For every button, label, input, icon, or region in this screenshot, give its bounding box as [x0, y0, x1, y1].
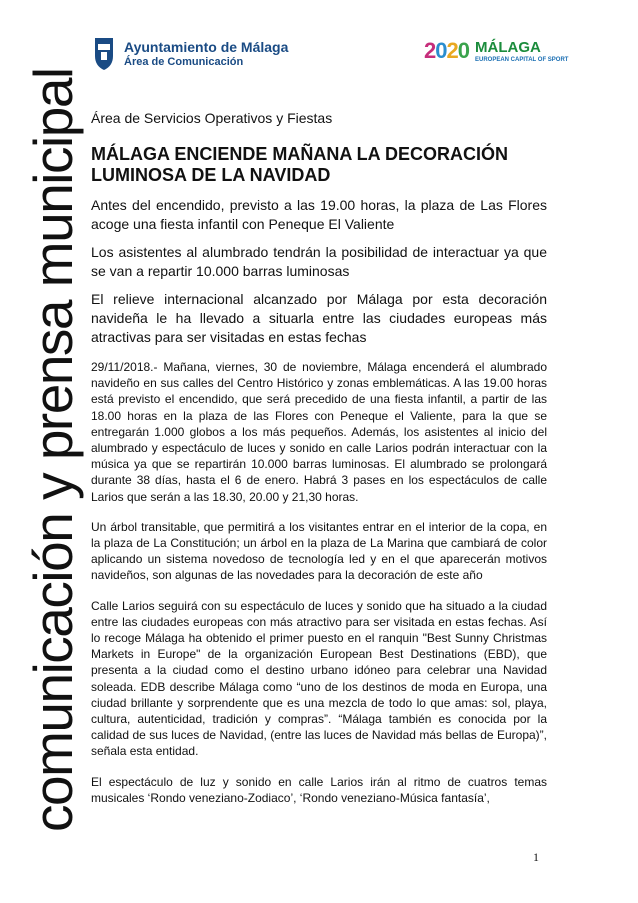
org-area: Área de Comunicación [124, 55, 244, 68]
subheadline: Los asistentes al alumbrado tendrán la posibilidad de interactuar ya que se van a repartir 10.000 barras luminosas [91, 244, 547, 279]
org-name: Ayuntamiento de Málaga [124, 39, 289, 56]
department-area: Área de Servicios Operativos y Fiestas [91, 110, 333, 126]
side-banner-text: comunicación y prensa municipal [22, 68, 84, 832]
page-number: 1 [533, 850, 539, 864]
subheadline: El relieve internacional alcanzado por Málaga por esta decoración navideña le ha llevado a situarla entre las ciudades europeas más atractivas para ser visitadas en estas fechas [91, 291, 547, 345]
press-release [91, 110, 547, 820]
body-paragraph: Calle Larios seguirá con su espectáculo de luces y sonido que ha situado a la ciudad entre las ciudades europeas con más atractivo para ser visitada en estas fechas. Así lo recoge Málaga ha obtenido el primer puesto en el ranquin "Best Sunny Christmas Markets in Europe" de la organización European Best Destinations (EBD), que presenta a la ciudad como el destino urbano idóneo para celebrar una Navidad soleada. EDB describe Málaga como “uno de los destinos de moda en Europa, una ciudad brillante y sorprendente que es una mezcla de todo lo que amas: sol, playa, cultura, autenticidad, tradición y compras”. “Málaga también es conocida por la calidad de sus luces de Navidad, (entre las luces de Navidad más bellas de Europa)”, señala esta entidad. [91, 598, 547, 759]
subheadline: Antes del encendido, previsto a las 19.00 horas, la plaza de Las Flores acoge una fiesta infantil con Peneque El Valiente [91, 197, 547, 232]
malaga-shield-icon [92, 36, 116, 72]
headline: MÁLAGA ENCIENDE MAÑANA LA DECORACIÓN LUMINOSA DE LA NAVIDAD [91, 144, 508, 185]
event-subtitle: EUROPEAN CAPITAL OF SPORT [475, 56, 569, 63]
body-paragraph: 29/11/2018.- Mañana, viernes, 30 de noviembre, Málaga encenderá el alumbrado navideño en sus calles del Centro Histórico y zonas emblemáticas. A las 19.00 horas está previsto el encendido, que será precedido de una fiesta infantil, a partir de las 18.00 horas en la plaza de las Flores con Peneque el Valiente, para la que se entregarán 1.000 globos a los más pequeños. Además, los asistentes al inicio del alumbrado y espectáculo de luces y sonido en calle Larios podrán interactuar con la música ya que se repartirán 10.000 barras luminosas. El alumbrado se prolongará durante 38 días, hasta el 6 de enero. Habrá 3 pases en los espectáculos de calle Larios que serán a las 18.30, 20.00 y 21,30 horas. [91, 360, 547, 504]
ayuntamiento-logo [92, 36, 288, 72]
european-capital-sport-logo [424, 38, 568, 64]
event-year: 2020 [424, 38, 469, 63]
event-city: MÁLAGA [475, 38, 541, 56]
body-paragraph: Un árbol transitable, que permitirá a los visitantes entrar en el interior de la copa, en la plaza de La Constitución; un árbol en la plaza de La Marina que cambiará de color aplicando un sistema novedoso de tecnología led y en el que aparecerán motivos navideños, son algunas de las novedades para la decoración de este año [91, 519, 547, 583]
body-paragraph: El espectáculo de luz y sonido en calle Larios irán al ritmo de cuatros temas musicales ‘Rondo veneziano-Zodiaco’, ‘Rondo veneziano-Música fantasía’, [91, 774, 547, 805]
